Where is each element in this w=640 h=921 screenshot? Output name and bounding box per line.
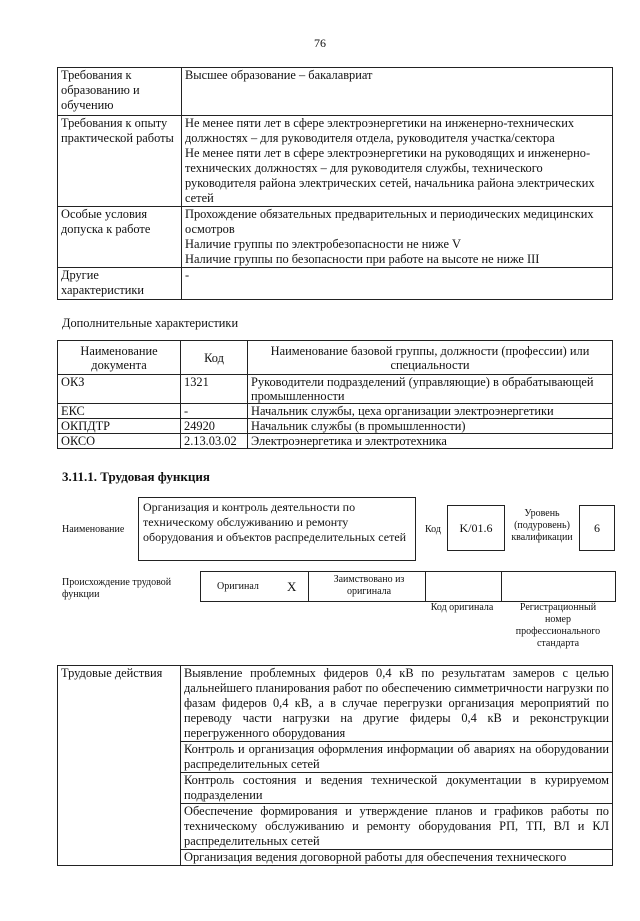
doc-cell: ОКСО bbox=[58, 434, 181, 449]
title-cell: Электроэнергетика и электротехника bbox=[248, 434, 613, 449]
function-code: K/01.6 bbox=[447, 505, 505, 551]
divider bbox=[425, 572, 426, 601]
name-label: Наименование bbox=[62, 524, 125, 535]
table-row bbox=[58, 666, 613, 742]
labor-action: Обеспечение формирования и утверждение планов и графиков работы по техническому обслуживанию и ремонту оборудования РП, ТП, ВЛ и КЛ распределительных сетей bbox=[181, 804, 613, 850]
table-row bbox=[58, 434, 613, 449]
additional-title: Дополнительные характеристики bbox=[62, 316, 239, 330]
row-label: Особые условия допуска к работе bbox=[58, 207, 182, 268]
code-label: Код bbox=[425, 524, 441, 535]
row-value: Не менее пяти лет в сфере электроэнергетики на инженерно-технических должностях – для руководителя отдела, руководителя участка/сектора Не менее пяти лет в сфере электроэнергетики на руководящих и инженерно-технических должностях – для руководителя службы, технического руководителя района электрических сетей, начальника района электрических сетей bbox=[182, 116, 613, 207]
row-label: Требования к образованию и обучению bbox=[58, 68, 182, 116]
origin-box bbox=[200, 571, 616, 602]
level-label: Уровень (подуровень) квалификации bbox=[511, 508, 573, 543]
title-cell: Начальник службы (в промышленности) bbox=[248, 419, 613, 434]
column-header: Наименование базовой группы, должности (профессии) или специальности bbox=[248, 341, 613, 375]
labor-action: Выявление проблемных фидеров 0,4 кВ по результатам замеров с целью дальнейшего планирования работ по обеспечению симметричности нагрузки по фазам фидеров 0,4 кВ, а в случае перегрузки организация мероприятий по переводу части нагрузки на другие фидеры 0,4 кВ и реконструкции перегруженного оборудования bbox=[181, 666, 613, 742]
table-row bbox=[58, 375, 613, 404]
divider bbox=[501, 572, 502, 601]
divider bbox=[308, 572, 309, 601]
table-row bbox=[58, 207, 613, 268]
table-row bbox=[58, 68, 613, 116]
borrowed-label: Заимствовано из оригинала bbox=[333, 574, 405, 597]
table-header-row bbox=[58, 341, 613, 375]
additional-table bbox=[57, 340, 613, 449]
origin-label: Происхождение трудовой функции bbox=[62, 577, 172, 600]
original-mark: X bbox=[287, 579, 297, 594]
doc-cell: ЕКС bbox=[58, 404, 181, 419]
original-label: Оригинал bbox=[217, 581, 259, 592]
row-label: Требования к опыту практической работы bbox=[58, 116, 182, 207]
page-number: 76 bbox=[314, 36, 326, 50]
labor-actions-label: Трудовые действия bbox=[58, 666, 181, 866]
row-value: - bbox=[182, 268, 613, 300]
labor-actions-table bbox=[57, 665, 613, 866]
code-cell: 1321 bbox=[181, 375, 248, 404]
code-cell: 24920 bbox=[181, 419, 248, 434]
table-row bbox=[58, 268, 613, 300]
column-header: Наименование документа bbox=[58, 341, 181, 375]
column-header: Код bbox=[181, 341, 248, 375]
code-caption: Код оригинала bbox=[430, 602, 494, 613]
labor-action: Организация ведения договорной работы для обеспечения технического bbox=[181, 850, 613, 866]
title-cell: Начальник службы, цеха организации электроэнергетики bbox=[248, 404, 613, 419]
table-row bbox=[58, 404, 613, 419]
table-row bbox=[58, 116, 613, 207]
reg-caption: Регистрационный номер профессионального стандарта bbox=[515, 602, 601, 649]
code-cell: 2.13.03.02 bbox=[181, 434, 248, 449]
table-row bbox=[58, 419, 613, 434]
labor-action: Контроль и организация оформления информации об авариях на оборудовании распределительных сетей bbox=[181, 742, 613, 773]
title-cell: Руководители подразделений (управляющие) в обрабатывающей промышленности bbox=[248, 375, 613, 404]
labor-action: Контроль состояния и ведения технической документации в курируемом подразделении bbox=[181, 773, 613, 804]
doc-cell: ОКПДТР bbox=[58, 419, 181, 434]
row-value: Высшее образование – бакалавриат bbox=[182, 68, 613, 116]
requirements-table bbox=[57, 67, 613, 300]
code-cell: - bbox=[181, 404, 248, 419]
function-name: Организация и контроль деятельности по техническому обслуживанию и ремонту оборудования и объектов распределительных сетей bbox=[138, 497, 416, 561]
level-value: 6 bbox=[579, 505, 615, 551]
row-value: Прохождение обязательных предварительных и периодических медицинских осмотров Наличие группы по электробезопасности не ниже V Наличие группы по безопасности при работе на высоте не ниже III bbox=[182, 207, 613, 268]
doc-cell: ОКЗ bbox=[58, 375, 181, 404]
section-title: 3.11.1. Трудовая функция bbox=[62, 469, 210, 484]
row-label: Другие характеристики bbox=[58, 268, 182, 300]
